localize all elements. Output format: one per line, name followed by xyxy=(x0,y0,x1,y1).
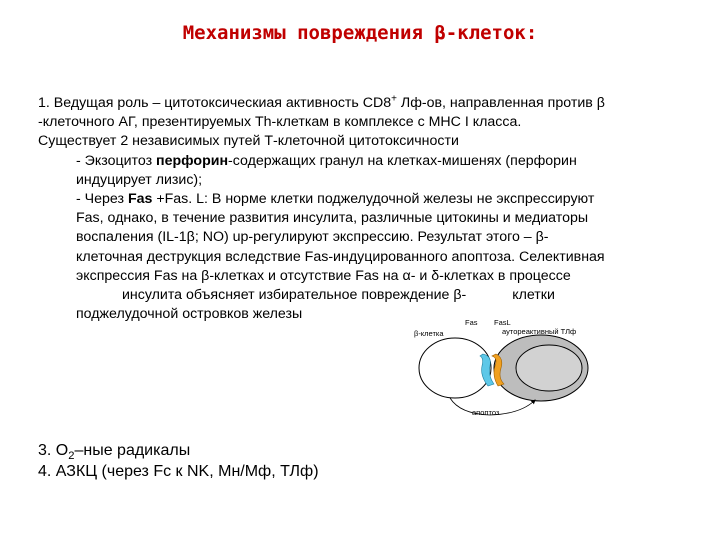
page-title: Механизмы повреждения β-клеток: xyxy=(182,22,538,44)
t-cell-nucleus xyxy=(516,345,582,391)
main-paragraph xyxy=(38,94,686,324)
text-span: 1. Ведущая роль – цитотоксическиая активность CD8 xyxy=(38,95,392,111)
fas-label: Fas xyxy=(465,318,478,327)
autoreactive-t-cell-label: аутореактивный ТЛф xyxy=(502,327,577,336)
text-line: экспрессия Fas на β-клетках и отсутствие Fas на α- и δ-клетках в процессе xyxy=(76,267,571,284)
mechanism-list xyxy=(38,440,319,482)
apoptosis-label: апоптоз xyxy=(472,408,500,417)
text-line xyxy=(38,152,686,171)
text-line: Fas, однако, в течение развития инсулита, различные цитокины и медиаторы xyxy=(76,210,589,227)
list-item-oxygen-radicals xyxy=(38,440,319,461)
text-line: Существует 2 независимых путей Т-клеточной цитотоксичности xyxy=(38,133,459,150)
text-line xyxy=(38,190,686,209)
text-span: - Экзоцитоз xyxy=(76,152,157,169)
text-span: –ные радикалы xyxy=(74,442,191,459)
bold-term-fas: Fas xyxy=(127,191,153,208)
subscript-two: 2 xyxy=(68,450,75,463)
beta-cell-label: β-клетка xyxy=(414,329,444,338)
text-line xyxy=(38,286,686,305)
text-line: поджелудочной островков железы xyxy=(76,306,303,323)
fas-apoptosis-diagram xyxy=(410,316,620,420)
text-line xyxy=(38,94,686,113)
text-line: клеточная деструкция вследствие Fas-индуцированного апоптоза. Селективная xyxy=(76,248,605,265)
text-span: Лф-ов, направленная против β xyxy=(396,95,605,111)
list-item-adcc: 4. АЗКЦ (через Fc к NK, Мн/Мф, ТЛф) xyxy=(38,463,319,480)
text-span: - Через xyxy=(76,191,128,208)
text-span: 3. O xyxy=(38,442,69,459)
text-span: -содержащих гранул на клетках-мишенях (перфорин xyxy=(228,152,577,169)
superscript-plus: + xyxy=(391,93,397,105)
text-line: -клеточного АГ, презентируемых Th-клеткам в комплексе с MHC I класса. xyxy=(38,114,522,131)
text-line: индуцирует лизис); xyxy=(76,171,203,188)
fasl-label: FasL xyxy=(494,318,511,327)
bold-term-perforin: перфорин xyxy=(156,152,229,169)
text-line: воспаления (IL-1β; NO) up-регулируют экспрессию. Результат этого – β- xyxy=(76,229,549,246)
text-span: +Fas. L: В норме клетки поджелудочной железы не экспрессируют xyxy=(152,191,595,208)
text-span: инсулита объясняет избирательное повреждение β- xyxy=(122,287,467,304)
beta-cell-shape xyxy=(419,338,491,398)
text-span: клетки xyxy=(512,287,555,304)
